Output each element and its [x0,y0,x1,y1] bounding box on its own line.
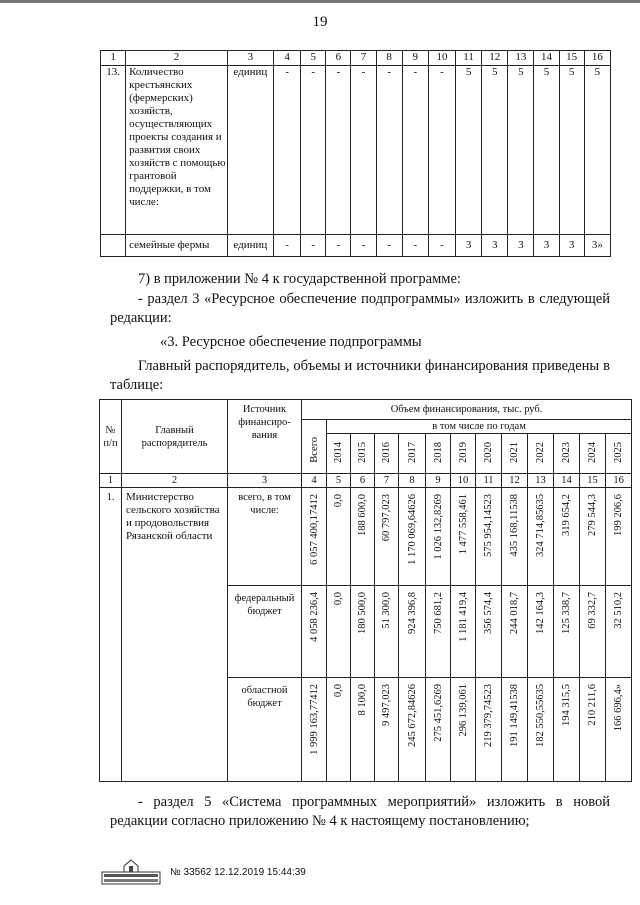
value: - [326,235,351,257]
unit: единиц [227,66,273,235]
year-header: 2017 [406,442,418,463]
value: - [428,235,455,257]
year-value: 1 026 132,8269 [432,494,444,560]
year-header: 2025 [613,442,625,463]
year-value: 575 954,14523 [483,494,494,557]
value: - [326,66,351,235]
col-number: 10 [451,474,476,488]
year-header: 2023 [561,442,572,463]
col-number: 16 [606,474,632,488]
emblem-icon [100,858,162,886]
year-value: 296 139,061 [457,684,469,737]
ministry-name: Министерство сельского хозяйства и продовольствия Рязанской области [122,488,228,782]
year-value: 0,0 [333,684,344,698]
year-value: 125 338,7 [561,592,572,634]
year-value: 0,0 [333,592,344,606]
value: - [376,235,402,257]
year-value: 180 500,0 [357,592,368,634]
source-label: всего, в том числе: [228,488,302,586]
col-number: 5 [327,474,351,488]
year-value: 1 477 558,461 [457,494,469,555]
col-number: 7 [351,51,376,66]
value: 3 [508,235,534,257]
col-number: 12 [482,51,508,66]
col-number: 3 [227,51,273,66]
year-header: 2019 [457,442,469,463]
value: 3 [482,235,508,257]
year-header: 2022 [535,442,546,463]
value: 5 [559,66,584,235]
year-value: 69 332,7 [587,592,598,629]
year-value: 60 797,023 [381,494,392,542]
col-number: 8 [399,474,426,488]
value: - [402,66,428,235]
year-value: 142 164,3 [535,592,546,634]
col-number: 2 [122,474,228,488]
year-value: 194 315,5 [561,684,572,726]
page-number: 19 [312,14,328,30]
year-header: 2020 [483,442,494,463]
header-total [302,420,327,474]
year-header: 2015 [357,442,368,463]
header-source: Источник финансиро-вания [228,400,302,474]
col-number: 4 [274,51,301,66]
value: 5 [456,66,482,235]
year-value: 219 379,74523 [483,684,494,747]
value: - [402,235,428,257]
col-number: 16 [584,51,610,66]
year-value: 319 654,2 [561,494,572,536]
year-value: 9 497,023 [381,684,392,726]
total-value: 6 057 400,17412 [308,494,320,565]
paragraph: - раздел 5 «Система программных мероприятий» изложить в новой редакции согласно приложению № 4 к настоящему постановлению; [110,794,610,829]
col-number: 10 [428,51,455,66]
year-value: 166 696,4» [613,684,625,732]
year-value: 191 149,41538 [509,684,520,747]
value: 5 [508,66,534,235]
year-header: 2024 [587,442,598,463]
table-row [100,488,632,586]
col-number: 1 [101,51,126,66]
value: 5 [534,66,559,235]
col-number: 9 [426,474,451,488]
year-value: 32 510,2 [613,592,625,629]
value: - [351,235,376,257]
total-value: 1 999 163,77412 [308,684,320,755]
value: 5 [482,66,508,235]
value: - [376,66,402,235]
row-number: 1. [100,488,122,782]
source-label: областной бюджет [228,678,302,782]
source-label: федеральный бюджет [228,586,302,678]
col-number: 12 [502,474,528,488]
year-value: 435 168,11538 [509,494,520,557]
paragraph: - раздел 3 «Ресурсное обеспечение подпрограммы» изложить в следующей редакции: [110,291,610,326]
table-row [101,66,611,235]
paragraph: 7) в приложении № 4 к государственной программе: [138,271,461,287]
header-number: № п/п [100,400,122,474]
year-value: 1 181 419,4 [457,592,469,642]
year-value: 51 300,0 [381,592,392,629]
table-row [101,235,611,257]
value: - [274,66,301,235]
year-header: 2021 [509,442,520,463]
col-number: 6 [351,474,375,488]
year-header: 2014 [333,442,344,463]
col-number: 15 [559,51,584,66]
col-number: 14 [554,474,580,488]
year-value: 210 211,6 [587,684,598,726]
col-number: 3 [228,474,302,488]
year-value: 188 600,0 [357,494,368,536]
value: - [301,235,326,257]
row-number: 13. [101,66,126,235]
col-number: 4 [302,474,327,488]
year-header: 2016 [381,442,392,463]
value: 3 [559,235,584,257]
total-value: 4 058 236,4 [308,592,320,642]
col-number: 14 [534,51,559,66]
sub-indicator-name: семейные фермы [126,235,228,257]
col-number: 11 [456,51,482,66]
column-numbers-row [100,474,632,488]
col-number: 11 [476,474,502,488]
col-number: 15 [580,474,606,488]
col-number: 1 [100,474,122,488]
year-value: 245 672,84626 [406,684,418,747]
value: - [351,66,376,235]
header-volume: Объем финансирования, тыс. руб. [302,400,632,420]
year-value: 279 544,3 [587,494,598,536]
document-footer [100,858,400,888]
year-value: 182 550,55635 [535,684,546,747]
year-value: 1 170 069,64626 [406,494,418,565]
header-years-group: в том числе по годам [327,420,632,434]
value: 3» [584,235,610,257]
year-value: 8 100,0 [357,684,368,716]
scan-edge [0,0,640,3]
year-value: 275 451,6269 [432,684,444,742]
year-value: 324 714,85635 [535,494,546,557]
col-number: 8 [376,51,402,66]
year-value: 356 574,4 [483,592,494,634]
value: 3 [456,235,482,257]
col-number: 7 [375,474,399,488]
col-number: 13 [508,51,534,66]
col-number: 9 [402,51,428,66]
value: 3 [534,235,559,257]
value: - [301,66,326,235]
year-value: 244 018,7 [509,592,520,634]
year-value: 924 396,8 [406,592,418,634]
value: - [274,235,301,257]
header-total-label: Всего [308,437,320,463]
funding-table [99,399,632,782]
table-header-row [101,51,611,66]
unit: единиц [227,235,273,257]
indicators-table [100,50,611,257]
document-stamp: № 33562 12.12.2019 15:44:39 [170,867,306,878]
year-value: 199 206,6 [613,494,625,536]
col-number: 6 [326,51,351,66]
indicator-name: Количество крестьянских (фермерских) хозяйств, осуществляющих проекты создания и развития своих хозяйств с помощью грантовой поддержки, в том числе: [126,66,228,235]
value: 5 [584,66,610,235]
paragraph: Главный распорядитель, объемы и источники финансирования приведены в таблице: [110,358,610,393]
col-number: 13 [528,474,554,488]
header-main: Главный распорядитель [122,400,228,474]
year-header: 2018 [432,442,444,463]
section-title: «3. Ресурсное обеспечение подпрограммы [160,334,422,350]
col-number: 2 [126,51,228,66]
col-number: 5 [301,51,326,66]
year-value: 750 681,2 [432,592,444,634]
year-value: 0,0 [333,494,344,508]
value: - [428,66,455,235]
